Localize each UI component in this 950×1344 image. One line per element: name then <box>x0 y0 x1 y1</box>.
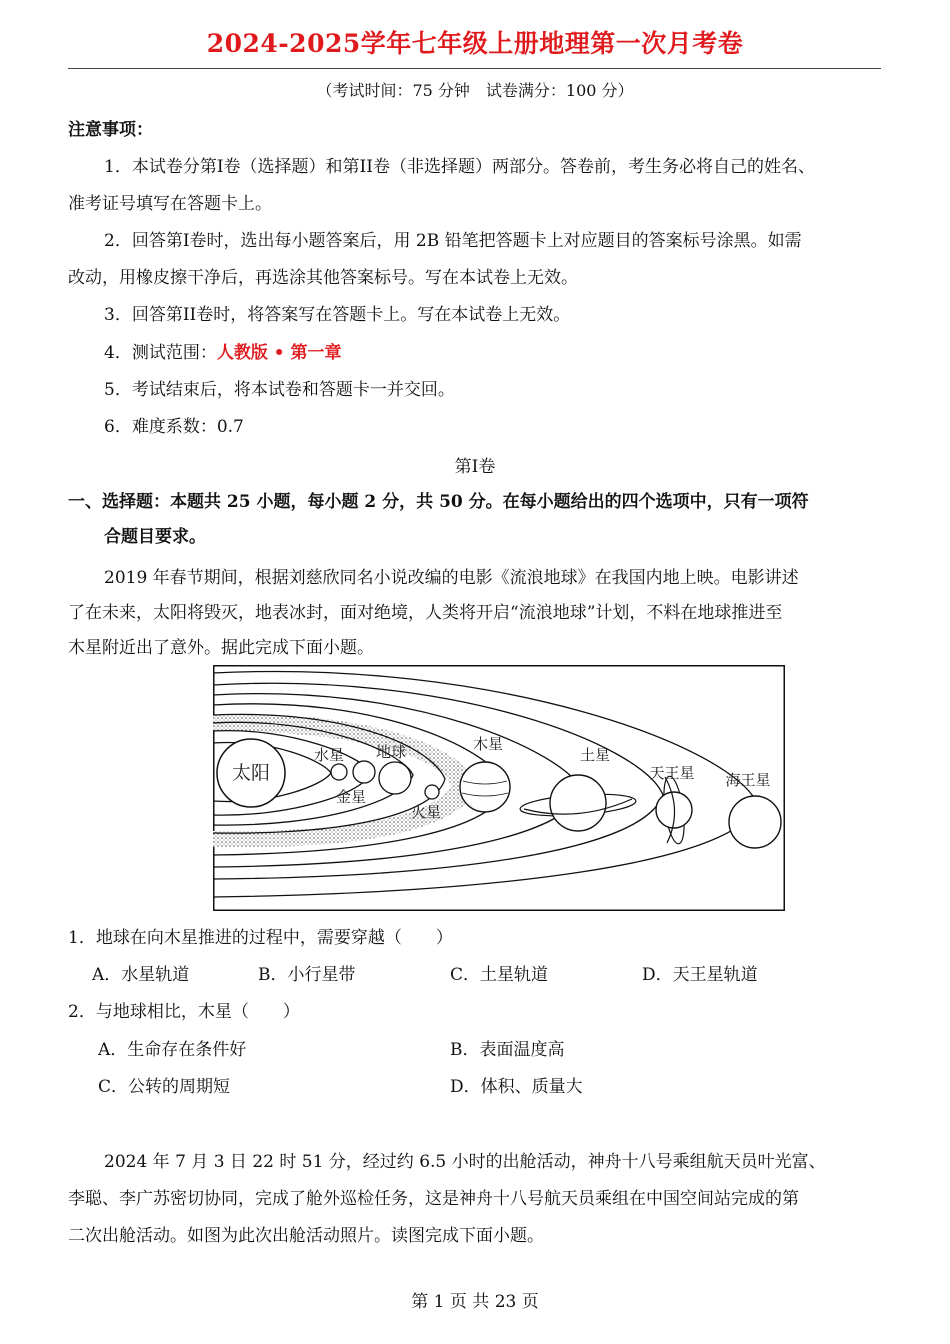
label-uranus: 天王星 <box>649 764 695 782</box>
note-1-line-1: 1．本试卷分第I卷（选择题）和第II卷（非选择题）两部分。答卷前，考生务必将自己的姓名、 <box>104 157 815 177</box>
passage-2-line-2: 李聪、李广苏密切协同，完成了舱外巡检任务，这是神舟十八号航天员乘组在中国空间站完成的第 <box>68 1189 799 1209</box>
test-scope: 人教版 • 第一章 <box>216 343 342 363</box>
note-3: 3．回答第II卷时，将答案写在答题卡上。写在本试卷上无效。 <box>104 305 571 325</box>
section-1-line-1: 一、选择题：本题共 25 小题，每小题 2 分，共 50 分。在每小题给出的四个选项中，只有一项符 <box>68 492 809 512</box>
label-neptune: 海王星 <box>725 771 771 789</box>
label-mercury: 水星 <box>313 746 345 764</box>
label-saturn: 土星 <box>579 746 611 764</box>
note-2-line-2: 改动，用橡皮擦干净后，再选涂其他答案标号。写在本试卷上无效。 <box>68 268 578 288</box>
volume-label: 第I卷 <box>454 457 496 477</box>
question-2-option-a: A．生命存在条件好 <box>98 1040 247 1060</box>
question-2-option-b: B．表面温度高 <box>450 1040 565 1060</box>
label-jupiter: 木星 <box>472 735 504 753</box>
solar-system-diagram <box>213 665 785 911</box>
saturn <box>550 775 606 831</box>
question-1-option-b: B．小行星带 <box>258 965 356 985</box>
passage-2-line-1: 2024 年 7 月 3 日 22 时 51 分，经过约 6.5 小时的出舱活动，神舟十八号乘组航天员叶光富、 <box>104 1152 826 1172</box>
note-2-line-1: 2．回答第I卷时，选出每小题答案后，用 2B 铅笔把答题卡上对应题目的答案标号涂黑。如需 <box>104 231 802 251</box>
question-1-stem: 1．地球在向木星推进的过程中，需要穿越（ ） <box>68 928 453 948</box>
question-1-option-a: A．水星轨道 <box>92 965 190 985</box>
passage-1-line-1: 2019 年春节期间，根据刘慈欣同名小说改编的电影《流浪地球》在我国内地上映。电影讲述 <box>104 568 799 588</box>
earth <box>379 762 411 794</box>
question-1-option-d: D．天王星轨道 <box>642 965 758 985</box>
note-4-prefix: 4．测试范围： <box>104 343 217 363</box>
note-4 <box>104 338 342 363</box>
passage-1-line-3: 木星附近出了意外。据此完成下面小题。 <box>68 638 374 658</box>
exam-title: 2024-2025学年七年级上册地理第一次月考卷 <box>206 29 744 58</box>
label-sun: 太阳 <box>231 762 271 784</box>
mercury <box>331 764 347 780</box>
note-1-line-2: 准考证号填写在答题卡上。 <box>68 194 272 214</box>
mars <box>425 785 439 799</box>
page-footer: 第 1 页 共 23 页 <box>411 1292 539 1312</box>
venus <box>353 761 375 783</box>
exam-subtitle: （考试时间：75 分钟 试卷满分：100 分） <box>316 81 634 100</box>
passage-1-line-2: 了在未来，太阳将毁灭，地表冰封，面对绝境，人类将开启“流浪地球”计划，不料在地球推进至 <box>68 603 783 623</box>
question-2-option-d: D．体积、质量大 <box>450 1077 583 1097</box>
notes-heading: 注意事项： <box>68 120 153 140</box>
question-2-stem: 2．与地球相比，木星（ ） <box>68 1002 300 1022</box>
label-earth: 地球 <box>375 743 407 761</box>
label-venus: 金星 <box>335 788 367 806</box>
section-1-line-2: 合题目要求。 <box>104 527 206 547</box>
note-6: 6．难度系数：0.7 <box>104 417 244 437</box>
question-2-option-c: C．公转的周期短 <box>98 1077 231 1097</box>
label-mars: 火星 <box>410 803 442 821</box>
neptune <box>729 796 781 848</box>
note-5: 5．考试结束后，将本试卷和答题卡一并交回。 <box>104 380 455 400</box>
jupiter <box>460 762 510 812</box>
title-divider <box>68 68 881 69</box>
question-1-option-c: C．土星轨道 <box>450 965 549 985</box>
passage-2-line-3: 二次出舱活动。如图为此次出舱活动照片。读图完成下面小题。 <box>68 1226 544 1246</box>
